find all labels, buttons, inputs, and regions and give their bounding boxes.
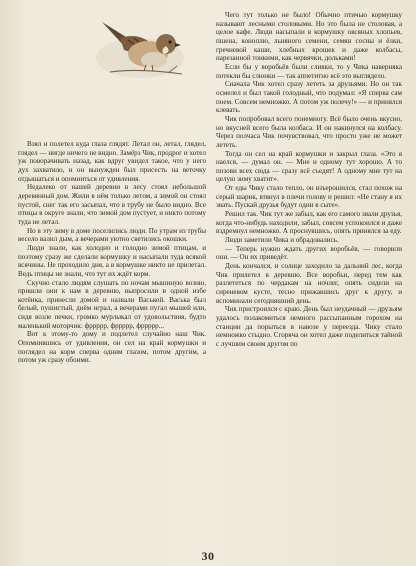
paragraph: От еды Чику стало тепло, он взъерошился, стал похож на серый шарик, втянул в плечи голову и решил: «Не стану я их звать. Пускай друзья будут одни в сыте». bbox=[216, 184, 402, 210]
sparrow-beak bbox=[175, 43, 181, 47]
paragraph: Люди заметили Чика и обрадовались. bbox=[225, 236, 339, 245]
paragraph: Решил так. Чик тут же забыл, как его самого звали друзья, когда что-нибудь находили, забыл, совсем успокоился и даже вздремнул немножко. А проснувшись, опять принялся за еду. bbox=[216, 210, 402, 236]
right-text-column bbox=[216, 11, 402, 349]
paragraph: Люди знали, как холодно и голодно зимой птицам, и поэтому сразу же сделали кормушку и насыпали туда всякой всячины. Не проходило дня, а в кормушке никто не прилетал. Ведь птицы не знали, что тут их ждёт корм. bbox=[18, 243, 206, 278]
paragraph: Вот к этому-то дому и подлетел случайно наш Чик. Опомнившись от удивления, он сел на край кормушки и поглядел на корм сперва одним глазом, потом другим, а потом уж сразу обоими. bbox=[18, 330, 206, 365]
paragraph: Если бы у воробьёв были сливки, то у Чика наверняка потекли бы слюнки — так аппетитно всё это выглядело. bbox=[216, 62, 402, 80]
page-number: 30 bbox=[201, 549, 215, 563]
paragraph: Сначала Чик хотел сразу лететь за друзьями. Но он так осмелел и был такой голодный, что подумал: «Я сперва сам поем. Совсем немножко. А потом уж полечу!» — и принялся клевать. bbox=[216, 80, 402, 115]
paragraph: Чик пристроился с краю. День был неудачный — друзьям удалось полакомиться немного рассыпанным горохом на станции да порыться в навозе у переезда. Чику стало немножко стыдно. Сгоряча он хотел даже поделиться тайной с лучшим своим другом по bbox=[216, 305, 402, 348]
paragraph: Скучно стало людям слушать по ночам мышиную возню, пришли они к нам в деревню, выпросили в одной избе котёнка, принесли домой и назвали Васькой. Васька был белый, пушистый, днём играл, а вечерами пугал мышей или, сидя возле печки, громко мурлыкал от удовольствия, будто маленький моторчик: фррррр, фррррр, фррррр... bbox=[18, 278, 206, 330]
paragraph: Но в эту зиму в доме поселились люди. По утрам из трубы весело валил дым, а вечерами уютно светились окошки. bbox=[18, 226, 206, 244]
sparrow-illustration bbox=[80, 8, 198, 88]
paragraph: Тогда он сел на край кормушки и закрыл глаза. «Это я наелся, — думал он. — Мне и одному тут хорошо. А то позови всех сюда — сразу всё съедят! А одному мне тут на целую зиму хватит». bbox=[216, 149, 402, 184]
paragraph: Взял и полетел куда глаза глядят. Летал он, летал, глядел, глядел — нигде ничего не видно. Замёрз Чик, продрог и хотел уж поворачивать назад, как вдруг увидел такое, что у него дух захватило, и он вынужден был присесть на веточку отдышаться и опомниться от удивления. bbox=[18, 140, 206, 183]
paragraph: Чик попробовал всего понемногу. Всё было очень вкусно, но вкусней всего была колбаса. И он накинулся на колбасу. Через полчаса Чик почувствовал, что просто уже не может лететь. bbox=[216, 114, 402, 149]
paragraph: — Теперь нужно ждать других воробьёв, — говорили они. — Он их приведёт. bbox=[216, 244, 402, 262]
sparrow-eye bbox=[169, 41, 172, 44]
paragraph: Недалеко от нашей деревни в лесу стоял небольшой деревянный дом. Жили в нём только летом, а зимой он стоял пустой, снег так его засыпал, что в трубу не было видно. Все птицы в округе знали, что зимой дом пустует, и никто потому туда не летал. bbox=[18, 183, 206, 226]
paragraph: День кончался, и солнце заходило за дальний лес, когда Чик прилетел в деревню. Все воробьи, перед тем как разлететься по чердакам на ночлег, опять сидели на сиреневом кусте, тесно прижавшись друг к другу, и вспоминали сегодняшний день. bbox=[216, 262, 402, 305]
paragraph: Чего тут только не было! Обычно птичью кормушку называют лесными столовыми. Но это была не столовая, а целое кафе. Люди насыпали в кормушку овсяных хлопьев, пшена, коноплю, льняного семени, семян сосны и ёлки, гречневой каши, хлебных крошек и даже колбасы, нарезанной тонкими, как червячки, дольками! bbox=[216, 11, 402, 63]
left-text-column bbox=[18, 140, 206, 365]
sparrow-breast bbox=[141, 52, 167, 68]
